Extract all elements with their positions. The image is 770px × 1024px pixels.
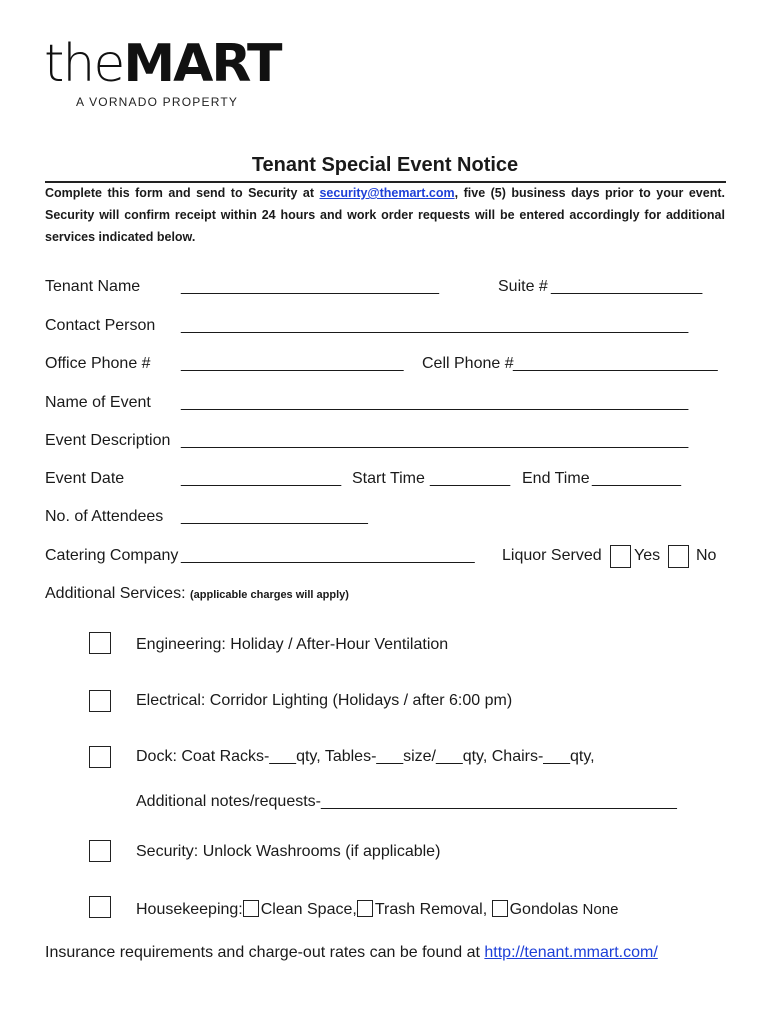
intro-after: , five (5) business days prior to your event. Security will confirm receipt within 24 hours and work order requests will be entered accordingly for additional services indicated below. <box>45 186 725 244</box>
engineering-checkbox[interactable] <box>89 632 111 654</box>
event-name-field[interactable]: _________________________________________________________ <box>181 394 689 411</box>
event-date-field[interactable]: __________________ <box>181 470 342 487</box>
housekeeping-label: Housekeeping: <box>136 901 243 918</box>
gondolas-checkbox[interactable] <box>492 900 508 917</box>
footer-text: Insurance requirements and charge-out rates can be found at <box>45 944 485 961</box>
end-time-field[interactable]: __________ <box>592 470 681 487</box>
housekeeping-checkbox[interactable] <box>89 896 111 918</box>
event-description-field[interactable]: _________________________________________________________ <box>181 432 689 449</box>
engineering-service-label: Engineering: Holiday / After-Hour Ventilation <box>136 636 449 653</box>
housekeeping-row <box>136 900 618 919</box>
contact-person-label: Contact Person <box>45 317 156 334</box>
applicable-charges-note: (applicable charges will apply) <box>189 589 349 601</box>
catering-field[interactable]: _________________________________ <box>181 547 475 564</box>
liquor-served-label: Liquor Served <box>502 547 602 564</box>
end-time-label: End Time <box>522 470 590 487</box>
event-date-label: Event Date <box>45 470 125 487</box>
liquor-no-checkbox[interactable] <box>668 545 689 568</box>
tenant-portal-link[interactable]: http://tenant.mmart.com/ <box>484 944 658 961</box>
liquor-no-label: No <box>696 547 717 564</box>
electrical-service-label: Electrical: Corridor Lighting (Holidays / after 6:00 pm) <box>136 692 513 709</box>
form-title: Tenant Special Event Notice <box>251 154 519 176</box>
event-name-label: Name of Event <box>45 394 151 411</box>
dock-checkbox[interactable] <box>89 746 111 768</box>
trash-removal-checkbox[interactable] <box>357 900 373 917</box>
security-checkbox[interactable] <box>89 840 111 862</box>
liquor-yes-checkbox[interactable] <box>610 545 631 568</box>
cell-phone-field[interactable]: _______________________ <box>513 355 718 372</box>
attendees-field[interactable]: _____________________ <box>181 508 368 525</box>
additional-services-label: Additional Services: <box>45 585 186 602</box>
gondolas-label: Gondolas <box>509 901 579 918</box>
tenant-name-label: Tenant Name <box>45 278 141 295</box>
logo-subtitle: A VORNADO PROPERTY <box>76 95 239 109</box>
liquor-yes-label: Yes <box>634 547 661 564</box>
additional-services-heading <box>45 585 349 603</box>
trash-removal-label: Trash Removal, <box>374 901 488 918</box>
start-time-label: Start Time <box>352 470 425 487</box>
event-description-label: Event Description <box>45 432 171 449</box>
suite-field[interactable]: _________________ <box>551 278 703 295</box>
electrical-checkbox[interactable] <box>89 690 111 712</box>
additional-notes-field[interactable]: Additional notes/requests-________________________________________ <box>136 793 677 810</box>
housekeeping-none-text: None <box>582 901 619 918</box>
clean-space-label: Clean Space, <box>260 901 357 918</box>
office-phone-field[interactable]: _________________________ <box>181 355 404 372</box>
logo-mart: MART <box>123 34 281 94</box>
attendees-label: No. of Attendees <box>45 508 164 525</box>
contact-person-field[interactable]: _________________________________________________________ <box>181 317 689 334</box>
security-service-label: Security: Unlock Washrooms (if applicable) <box>136 843 441 860</box>
logo-the: the <box>44 34 124 94</box>
office-phone-label: Office Phone # <box>45 355 151 372</box>
security-email-link[interactable]: security@themart.com <box>319 186 455 200</box>
cell-phone-label: Cell Phone # <box>422 355 514 372</box>
tenant-name-field[interactable]: _____________________________ <box>181 278 440 295</box>
insurance-footer <box>45 944 658 962</box>
dock-service-label: Dock: Coat Racks-___qty, Tables-___size/___qty, Chairs-___qty, <box>136 748 595 765</box>
suite-label: Suite # <box>498 278 548 295</box>
clean-space-checkbox[interactable] <box>243 900 259 917</box>
intro-text <box>45 182 725 248</box>
intro-before: Complete this form and send to Security at <box>45 186 320 200</box>
catering-label: Catering Company <box>45 547 179 564</box>
start-time-field[interactable]: _________ <box>430 470 511 487</box>
